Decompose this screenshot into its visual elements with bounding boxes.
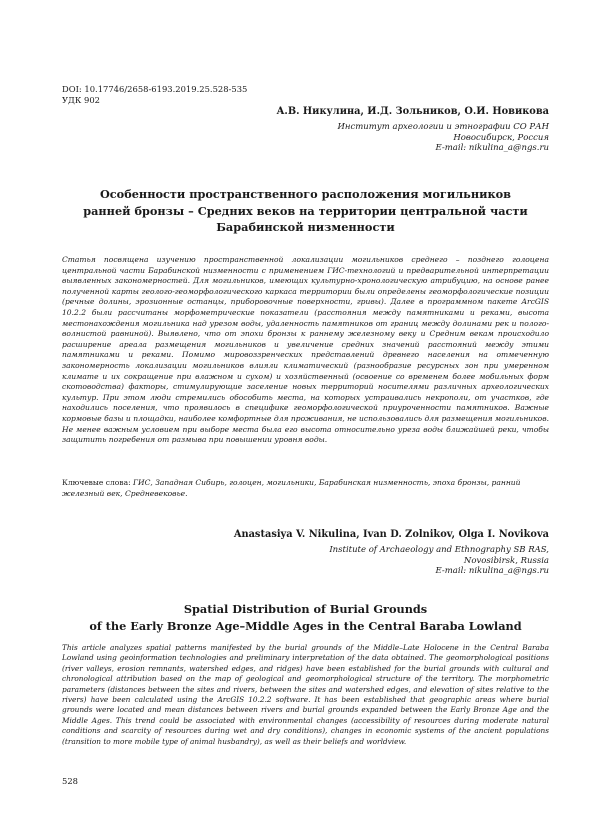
abstract-ru: Статья посвящена изучению пространственной локализации могильников среднего – позднего голоцена центральной части Барабинской низменности с применением ГИС-технологий и предварительной интерпретации выявленных закономерностей. Для могильников, имеющих культурно-хронологическую атрибуцию, на основе ранее полученной карты геолого-геоморфологического каркаса территории были определены геоморфологические позиции (речные долины, эрозионные останцы, приборовочные поверхности, гривы). Далее в программном пакете ArcGIS 10.2.2 были рассчитаны морфометрические показатели (расстояния между памятниками и реками, высота местонахождения могильника над урезом воды, удаленность памятников от границ между долинами рек и полого-волнистой равниной). Выявлено, что от эпохи бронзы к раннему железному веку и Средним векам происходило расширение ареала размещения могильников и увеличение средних значений расстояний между этими памятниками и реками. Помимо мировоззренческих представлений древнего населения на отмеченную закономерность локализации могильников влияли климатический (разнообразие ресурсных зон при умеренном климате и их сокращение при влажном и сухом) и хозяйственный (освоение со временем более мобильных форм скотоводства) факторы, стимулирующие заселение новых территорий носителями различных археологических культур. При этом люди стремились обособить места, на которых устраивались некрополи, от участков, где находились поселения, что проявилось в специфике геоморфологической приуроченности памятников. Важные кормовые базы и площадки, наиболее комфортные для проживания, не использовались для размещения могильников. Не менее важным условием при выборе места была его высота относительно уреза воды ближайшей реки, чтобы защитить погребения от размыва при повышении уровня воды. — [62, 255, 549, 445]
keywords-label: Ключевые слова: — [62, 478, 134, 487]
title-en-line: Spatial Distribution of Burial Grounds — [183, 602, 428, 616]
title-ru — [62, 186, 549, 236]
article-meta — [62, 84, 247, 106]
city-ru: Новосибирск, Россия — [453, 132, 549, 143]
doi[interactable]: DOI: 10.17746/2658-6193.2019.25.528-535 — [62, 84, 248, 94]
title-ru-line: ранней бронзы – Средних веков на территории центральной части — [83, 203, 528, 218]
institute-en: Institute of Archaeology and Ethnography SB RAS, — [329, 545, 549, 555]
authors-en: Anastasiya V. Nikulina, Ivan D. Zolnikov, Olga I. Novikova — [233, 529, 549, 540]
affiliation-ru — [337, 122, 549, 154]
institute-ru: Институт археологии и этнографии СО РАН — [337, 122, 549, 132]
abstract-en: This article analyzes spatial patterns manifested by the burial grounds of the Middle–Late Holocene in the Central Baraba Lowland using geoinformation technologies and preliminary interpretation of the data obtained. The geomorphological positions (river valleys, erosion remnants, watershed edges, and ridges) have been established for the burial grounds with cultural and chronological attribution based on the map of geological and geomorphological structure of the territory. The morphometric parameters (distances between the sites and rivers, between the sites and watershed edges, and elevation of sites relative to the rivers) have been calculated using the ArcGIS 10.2.2 software. It has been established that geographic areas where burial grounds were located and mean distances between rivers and burial grounds expanded between the Early Bronze Age and the Middle Ages. This trend could be associated with environmental changes (accessibility of resources during moderate natural conditions and scarcity of resources during wet and dry conditions), changes in economic systems of the ancient populations (transition to more mobile type of animal husbandry), as well as their beliefs and worldview. — [62, 643, 549, 746]
email-ru[interactable]: E-mail: nikulina_a@ngs.ru — [435, 143, 549, 154]
affiliation-en — [329, 545, 549, 577]
title-ru-line: Барабинской низменности — [216, 220, 395, 234]
title-en-line: of the Early Bronze Age–Middle Ages in the Central Baraba Lowland — [89, 618, 522, 633]
page-number: 528 — [62, 776, 78, 786]
udk: УДК 902 — [62, 94, 100, 105]
title-en — [62, 601, 549, 634]
email-en[interactable]: E-mail: nikulina_a@ngs.ru — [435, 566, 549, 577]
keywords-ru — [62, 478, 549, 499]
authors-ru: А.В. Никулина, И.Д. Зольников, О.И. Новикова — [276, 106, 549, 117]
title-ru-line: Особенности пространственного расположения могильников — [99, 187, 512, 201]
city-en: Novosibirsk, Russia — [463, 555, 549, 566]
keywords-text: ГИС, Западная Сибирь, голоцен, могильники, Барабинская низменность, эпоха бронзы, ранний железный век, Средневековье. — [62, 478, 521, 498]
